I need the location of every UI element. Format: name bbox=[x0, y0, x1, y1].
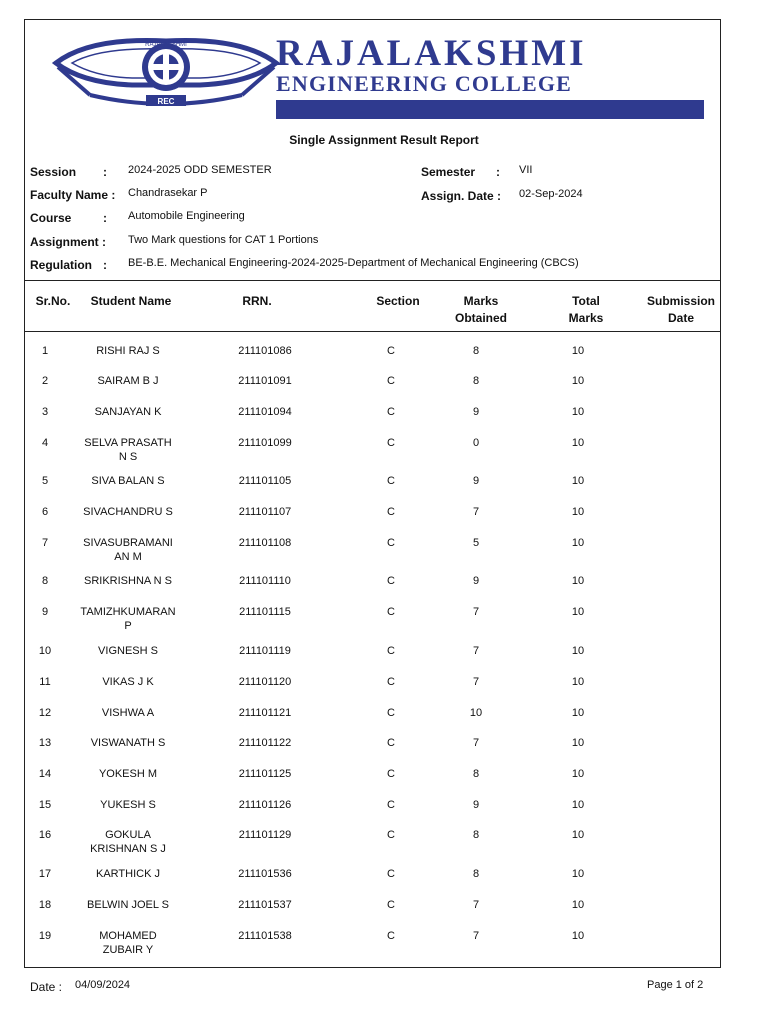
logo-badge-text: REC bbox=[157, 97, 175, 106]
row-total-marks: 10 bbox=[571, 345, 585, 357]
row-total-marks: 10 bbox=[571, 437, 585, 449]
row-student-name bbox=[68, 706, 188, 720]
assignment-value: Two Mark questions for CAT 1 Portions bbox=[128, 234, 319, 246]
row-rrn: 211101105 bbox=[238, 475, 292, 487]
row-section: C bbox=[387, 575, 395, 587]
course-value: Automobile Engineering bbox=[128, 210, 245, 222]
row-srno: 11 bbox=[39, 676, 51, 688]
row-total-marks: 10 bbox=[571, 930, 585, 942]
row-student-name bbox=[68, 675, 188, 689]
row-total-marks: 10 bbox=[571, 537, 585, 549]
row-total-marks: 10 bbox=[571, 799, 585, 811]
row-total-marks: 10 bbox=[571, 768, 585, 780]
row-srno: 9 bbox=[41, 606, 49, 618]
row-marks-obtained: 9 bbox=[472, 406, 480, 418]
college-name-bar bbox=[276, 100, 704, 119]
row-student-name bbox=[68, 828, 188, 856]
college-name-line2: ENGINEERING COLLEGE bbox=[276, 71, 573, 96]
row-total-marks: 10 bbox=[571, 707, 585, 719]
report-title: Single Assignment Result Report bbox=[289, 133, 479, 147]
row-total-marks: 10 bbox=[571, 868, 585, 880]
row-student-name-line1: SELVA PRASATH bbox=[84, 437, 172, 449]
header-student-name: Student Name bbox=[90, 294, 172, 308]
header-submission-date: Submission Date bbox=[646, 294, 715, 325]
session-value: 2024-2025 ODD SEMESTER bbox=[128, 164, 272, 176]
row-student-name-line1: SRIKRISHNA N S bbox=[83, 575, 173, 587]
row-student-name bbox=[68, 644, 188, 658]
row-student-name-line2: KRISHNAN S J bbox=[90, 843, 166, 855]
row-student-name-line2: P bbox=[124, 620, 132, 632]
row-rrn: 211101110 bbox=[239, 575, 291, 587]
course-label: Course bbox=[30, 211, 72, 225]
row-section: C bbox=[387, 829, 395, 841]
table-header-rule bbox=[24, 331, 721, 332]
college-logo bbox=[50, 33, 282, 113]
report-frame bbox=[24, 19, 721, 968]
row-srno: 4 bbox=[41, 437, 49, 449]
row-student-name-line1: MOHAMED bbox=[99, 930, 157, 942]
row-student-name-line1: VIKAS J K bbox=[102, 676, 154, 688]
row-srno: 16 bbox=[38, 829, 52, 841]
row-rrn: 211101126 bbox=[238, 799, 292, 811]
table-top-rule bbox=[24, 280, 721, 281]
row-srno: 10 bbox=[38, 645, 52, 657]
row-srno: 6 bbox=[41, 506, 49, 518]
row-rrn: 211101115 bbox=[239, 606, 291, 618]
row-section: C bbox=[387, 676, 395, 688]
row-marks-obtained: 8 bbox=[472, 868, 480, 880]
row-marks-obtained: 8 bbox=[472, 375, 480, 387]
row-total-marks: 10 bbox=[571, 375, 585, 387]
row-section: C bbox=[387, 437, 395, 449]
row-student-name bbox=[68, 898, 188, 912]
row-student-name-line1: SANJAYAN K bbox=[94, 406, 162, 418]
row-rrn: 211101099 bbox=[238, 437, 292, 449]
regulation-colon: : bbox=[103, 258, 107, 272]
row-srno: 5 bbox=[41, 475, 49, 487]
row-student-name bbox=[68, 374, 188, 388]
row-total-marks: 10 bbox=[571, 676, 585, 688]
row-section: C bbox=[387, 475, 395, 487]
row-marks-obtained: 10 bbox=[469, 707, 483, 719]
row-srno: 12 bbox=[38, 707, 52, 719]
row-total-marks: 10 bbox=[571, 475, 585, 487]
row-srno: 15 bbox=[38, 799, 52, 811]
row-student-name bbox=[68, 867, 188, 881]
row-srno: 18 bbox=[38, 899, 52, 911]
row-srno: 13 bbox=[38, 737, 52, 749]
row-rrn: 211101094 bbox=[238, 406, 292, 418]
row-marks-obtained: 7 bbox=[472, 899, 480, 911]
row-student-name-line1: RISHI RAJ S bbox=[96, 345, 160, 357]
row-marks-obtained: 9 bbox=[472, 475, 480, 487]
row-student-name bbox=[68, 798, 188, 812]
row-student-name-line1: GOKULA bbox=[105, 829, 151, 841]
row-srno: 2 bbox=[41, 375, 49, 387]
row-rrn: 211101125 bbox=[238, 768, 292, 780]
row-srno: 14 bbox=[38, 768, 52, 780]
logo-arc-text: RAJALAKSHMI bbox=[145, 42, 187, 48]
header-section: Section bbox=[376, 294, 420, 308]
row-marks-obtained: 8 bbox=[472, 768, 480, 780]
row-student-name-line1: SAIRAM B J bbox=[97, 375, 159, 387]
row-section: C bbox=[387, 537, 395, 549]
row-marks-obtained: 9 bbox=[472, 799, 480, 811]
row-section: C bbox=[387, 768, 395, 780]
row-marks-obtained: 7 bbox=[472, 930, 480, 942]
header-total-marks: Total Marks bbox=[568, 294, 604, 325]
row-section: C bbox=[387, 737, 395, 749]
header-marks-obtained: Marks Obtained bbox=[454, 294, 507, 325]
session-colon: : bbox=[103, 165, 107, 179]
header-srno: Sr.No. bbox=[35, 294, 71, 308]
row-total-marks: 10 bbox=[571, 829, 585, 841]
row-total-marks: 10 bbox=[571, 737, 585, 749]
row-marks-obtained: 7 bbox=[472, 506, 480, 518]
semester-colon: : bbox=[496, 165, 500, 179]
assign-date-label: Assign. Date : bbox=[421, 189, 502, 203]
footer-date-value: 04/09/2024 bbox=[75, 979, 131, 991]
regulation-label: Regulation bbox=[30, 258, 92, 272]
row-marks-obtained: 9 bbox=[472, 575, 480, 587]
row-section: C bbox=[387, 645, 395, 657]
row-student-name bbox=[68, 605, 188, 633]
row-section: C bbox=[387, 899, 395, 911]
row-student-name-line1: YUKESH S bbox=[100, 799, 156, 811]
row-rrn: 211101129 bbox=[238, 829, 292, 841]
row-rrn: 211101537 bbox=[238, 899, 292, 911]
college-name-block bbox=[276, 33, 706, 119]
row-student-name-line1: VISHWA A bbox=[101, 707, 155, 719]
row-student-name-line1: KARTHICK J bbox=[96, 868, 160, 880]
row-rrn: 211101536 bbox=[238, 868, 292, 880]
row-section: C bbox=[387, 799, 395, 811]
row-section: C bbox=[387, 930, 395, 942]
row-total-marks: 10 bbox=[571, 575, 585, 587]
row-total-marks: 10 bbox=[571, 506, 585, 518]
row-rrn: 211101086 bbox=[238, 345, 292, 357]
row-section: C bbox=[387, 606, 395, 618]
session-label: Session bbox=[30, 165, 77, 179]
row-rrn: 211101119 bbox=[239, 645, 291, 657]
regulation-value: BE-B.E. Mechanical Engineering-2024-2025-Department of Mechanical Engineering (CBCS) bbox=[128, 257, 579, 269]
row-srno: 3 bbox=[41, 406, 49, 418]
assignment-label: Assignment : bbox=[30, 235, 107, 249]
row-marks-obtained: 8 bbox=[472, 829, 480, 841]
course-colon: : bbox=[103, 211, 107, 225]
row-student-name-line2: N S bbox=[118, 451, 138, 463]
row-total-marks: 10 bbox=[571, 899, 585, 911]
footer-page-number: Page 1 of 2 bbox=[647, 979, 704, 991]
row-srno: 19 bbox=[38, 930, 52, 942]
footer-date-label: Date : bbox=[30, 980, 63, 994]
header-rrn: RRN. bbox=[242, 294, 272, 308]
row-student-name-line1: TAMIZHKUMARAN bbox=[80, 606, 176, 618]
row-student-name bbox=[68, 574, 188, 588]
row-rrn: 211101122 bbox=[238, 737, 292, 749]
row-rrn: 211101108 bbox=[238, 537, 292, 549]
row-rrn: 211101120 bbox=[238, 676, 292, 688]
row-srno: 7 bbox=[41, 537, 49, 549]
row-student-name bbox=[68, 767, 188, 781]
row-section: C bbox=[387, 375, 395, 387]
row-srno: 8 bbox=[41, 575, 49, 587]
row-student-name bbox=[68, 505, 188, 519]
row-student-name bbox=[68, 344, 188, 358]
row-student-name-line1: BELWIN JOEL S bbox=[87, 899, 169, 911]
row-srno: 1 bbox=[41, 345, 49, 357]
row-student-name-line1: YOKESH M bbox=[98, 768, 158, 780]
row-student-name-line2: ZUBAIR Y bbox=[102, 944, 154, 956]
row-student-name bbox=[68, 929, 188, 957]
faculty-label: Faculty Name : bbox=[30, 188, 116, 202]
row-marks-obtained: 8 bbox=[472, 345, 480, 357]
row-student-name bbox=[68, 436, 188, 464]
row-student-name-line1: VIGNESH S bbox=[98, 645, 158, 657]
row-student-name-line1: VISWANATH S bbox=[90, 737, 166, 749]
row-marks-obtained: 0 bbox=[472, 437, 480, 449]
row-srno: 17 bbox=[38, 868, 52, 880]
row-student-name bbox=[68, 536, 188, 564]
row-section: C bbox=[387, 707, 395, 719]
row-rrn: 211101107 bbox=[238, 506, 292, 518]
row-student-name bbox=[68, 405, 188, 419]
row-student-name-line1: SIVA BALAN S bbox=[91, 475, 165, 487]
row-marks-obtained: 7 bbox=[472, 606, 480, 618]
row-section: C bbox=[387, 406, 395, 418]
row-total-marks: 10 bbox=[571, 606, 585, 618]
row-section: C bbox=[387, 345, 395, 357]
row-section: C bbox=[387, 868, 395, 880]
row-student-name bbox=[68, 736, 188, 750]
row-rrn: 211101538 bbox=[238, 930, 292, 942]
row-student-name-line2: AN M bbox=[114, 551, 142, 563]
row-section: C bbox=[387, 506, 395, 518]
row-marks-obtained: 7 bbox=[472, 737, 480, 749]
row-marks-obtained: 7 bbox=[472, 676, 480, 688]
row-rrn: 211101091 bbox=[238, 375, 292, 387]
row-marks-obtained: 5 bbox=[472, 537, 480, 549]
semester-label: Semester bbox=[421, 165, 476, 179]
row-rrn: 211101121 bbox=[238, 707, 292, 719]
faculty-value: Chandrasekar P bbox=[128, 187, 208, 199]
assign-date-value: 02-Sep-2024 bbox=[519, 188, 583, 200]
semester-value: VII bbox=[519, 164, 533, 176]
college-name-line1: RAJALAKSHMI bbox=[276, 33, 587, 74]
row-student-name bbox=[68, 474, 188, 488]
row-student-name-line1: SIVASUBRAMANI bbox=[83, 537, 173, 549]
row-marks-obtained: 7 bbox=[472, 645, 480, 657]
row-total-marks: 10 bbox=[571, 645, 585, 657]
row-student-name-line1: SIVACHANDRU S bbox=[83, 506, 173, 518]
row-total-marks: 10 bbox=[571, 406, 585, 418]
